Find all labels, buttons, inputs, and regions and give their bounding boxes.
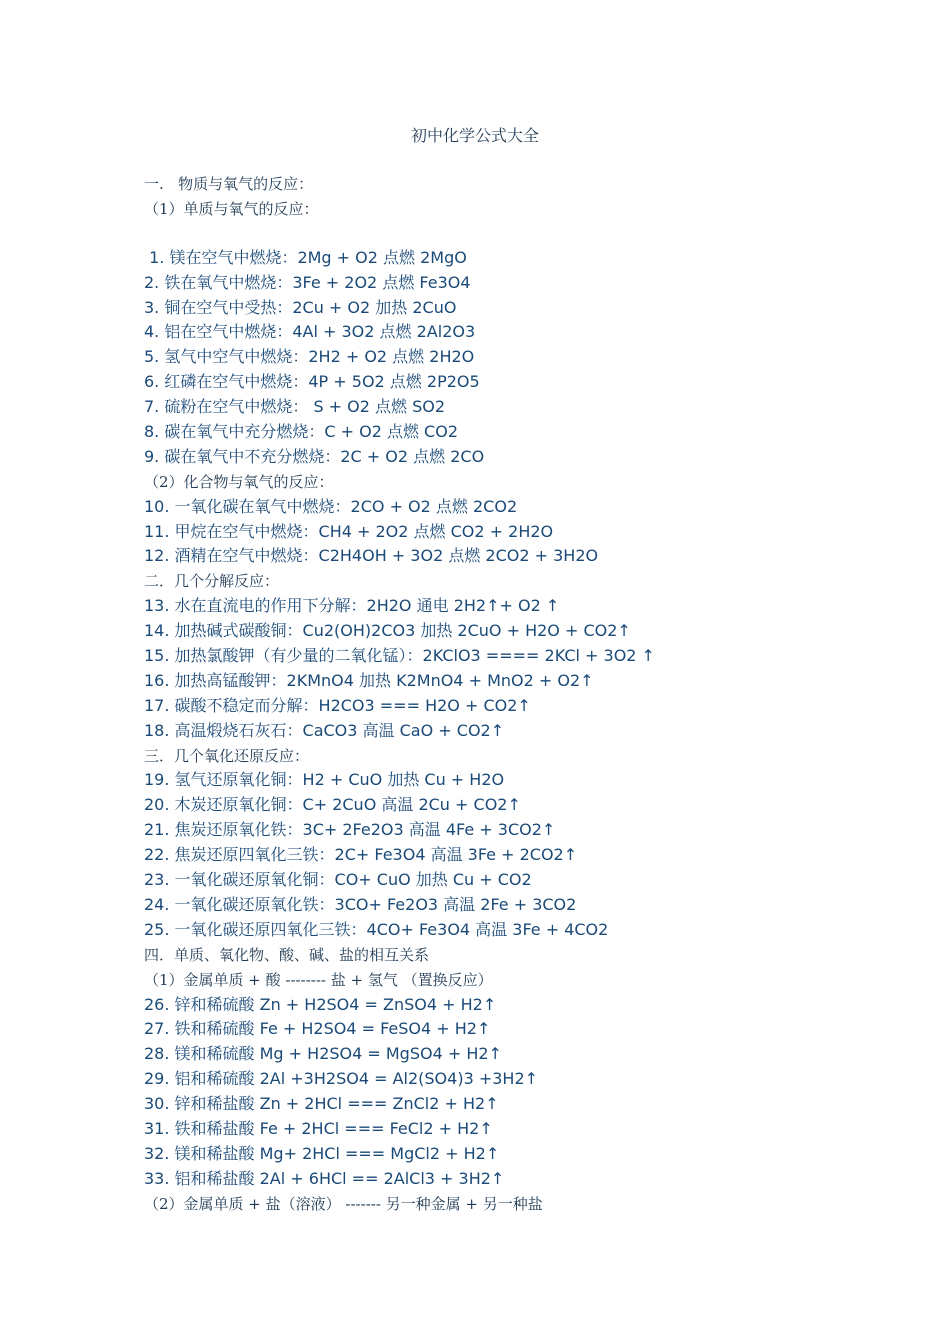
equation-line: 26. 锌和稀硫酸 Zn + H2SO4 = ZnSO4 + H2↑: [144, 994, 497, 1014]
equation-line: 27. 铁和稀硫酸 Fe + H2SO4 = FeSO4 + H2↑: [144, 1019, 491, 1039]
equation-line: 25. 一氧化碳还原四氧化三铁：4CO+ Fe3O4 高温 3Fe + 4CO2: [144, 919, 609, 939]
equation-line: 4. 铝在空气中燃烧：4Al + 3O2 点燃 2Al2O3: [144, 322, 476, 342]
equation-line: 16. 加热高锰酸钾：2KMnO4 加热 K2MnO4 + MnO2 + O2↑: [144, 670, 594, 690]
equation-line: 23. 一氧化碳还原氧化铜：CO+ CuO 加热 Cu + CO2: [144, 870, 532, 890]
section-heading: 二．几个分解反应：: [144, 572, 280, 591]
equation-line: 1. 镁在空气中燃烧：2Mg + O2 点燃 2MgO: [144, 247, 467, 267]
equation-line: 31. 铁和稀盐酸 Fe + 2HCl === FeCl2 + H2↑: [144, 1118, 493, 1138]
equation-line: 20. 木炭还原氧化铜：C+ 2CuO 高温 2Cu + CO2↑: [144, 795, 521, 815]
page-title: 初中化学公式大全: [410, 126, 539, 145]
equation-line: 13. 水在直流电的作用下分解：2H2O 通电 2H2↑+ O2 ↑: [144, 596, 560, 616]
document-body: [144, 172, 844, 1217]
equation-line: 15. 加热氯酸钾（有少量的二氧化锰）：2KClO3 ==== 2KCl + 3O2 ↑: [144, 646, 655, 666]
equation-line: 29. 铝和稀硫酸 2Al +3H2SO4 = Al2(SO4)3 +3H2↑: [144, 1069, 539, 1089]
equation-line: 24. 一氧化碳还原氧化铁：3CO+ Fe2O3 高温 2Fe + 3CO2: [144, 894, 577, 914]
equation-line: 5. 氢气中空气中燃烧：2H2 + O2 点燃 2H2O: [144, 347, 475, 367]
equation-line: 11. 甲烷在空气中燃烧：CH4 + 2O2 点燃 CO2 + 2H2O: [144, 521, 554, 541]
section-heading: （2）金属单质 + 盐（溶液） ------- 另一种金属 + 另一种盐: [144, 1194, 543, 1213]
section-heading: （1）单质与氧气的反应：: [144, 199, 319, 218]
blank-line: [144, 222, 844, 246]
equation-line: 30. 锌和稀盐酸 Zn + 2HCl === ZnCl2 + H2↑: [144, 1094, 499, 1114]
equation-line: 17. 碳酸不稳定而分解：H2CO3 === H2O + CO2↑: [144, 695, 531, 715]
equation-line: 32. 镁和稀盐酸 Mg+ 2HCl === MgCl2 + H2↑: [144, 1143, 500, 1163]
equation-line: 6. 红磷在空气中燃烧：4P + 5O2 点燃 2P2O5: [144, 372, 480, 392]
equation-line: 7. 硫粉在空气中燃烧： S + O2 点燃 SO2: [144, 397, 446, 417]
equation-line: 2. 铁在氧气中燃烧：3Fe + 2O2 点燃 Fe3O4: [144, 272, 471, 292]
equation-line: 21. 焦炭还原氧化铁：3C+ 2Fe2O3 高温 4Fe + 3CO2↑: [144, 820, 556, 840]
equation-line: 12. 酒精在空气中燃烧：C2H4OH + 3O2 点燃 2CO2 + 3H2O: [144, 546, 599, 566]
equation-line: 10. 一氧化碳在氧气中燃烧：2CO + O2 点燃 2CO2: [144, 496, 518, 516]
section-heading: 一. 物质与氧气的反应：: [144, 175, 314, 193]
section-heading: 四．单质、氧化物、酸、碱、盐的相互关系: [144, 945, 430, 964]
section-heading: 三．几个氧化还原反应：: [144, 746, 310, 765]
equation-line: 28. 镁和稀硫酸 Mg + H2SO4 = MgSO4 + H2↑: [144, 1044, 502, 1064]
equation-line: 18. 高温煅烧石灰石：CaCO3 高温 CaO + CO2↑: [144, 720, 505, 740]
equation-line: 19. 氢气还原氧化铜：H2 + CuO 加热 Cu + H2O: [144, 770, 505, 790]
equation-line: 3. 铜在空气中受热：2Cu + O2 加热 2CuO: [144, 297, 457, 317]
equation-line: 33. 铝和稀盐酸 2Al + 6HCl == 2AlCl3 + 3H2↑: [144, 1168, 505, 1188]
section-heading: （2）化合物与氧气的反应：: [144, 472, 334, 491]
equation-line: 9. 碳在氧气中不充分燃烧：2C + O2 点燃 2CO: [144, 446, 485, 466]
section-heading: （1）金属单质 + 酸 -------- 盐 + 氢气 （置换反应）: [144, 970, 493, 989]
equation-line: 14. 加热碱式碳酸铜：Cu2(OH)2CO3 加热 2CuO + H2O + CO2↑: [144, 621, 631, 641]
equation-line: 22. 焦炭还原四氧化三铁：2C+ Fe3O4 高温 3Fe + 2CO2↑: [144, 845, 578, 865]
equation-line: 8. 碳在氧气中充分燃烧：C + O2 点燃 CO2: [144, 422, 458, 442]
